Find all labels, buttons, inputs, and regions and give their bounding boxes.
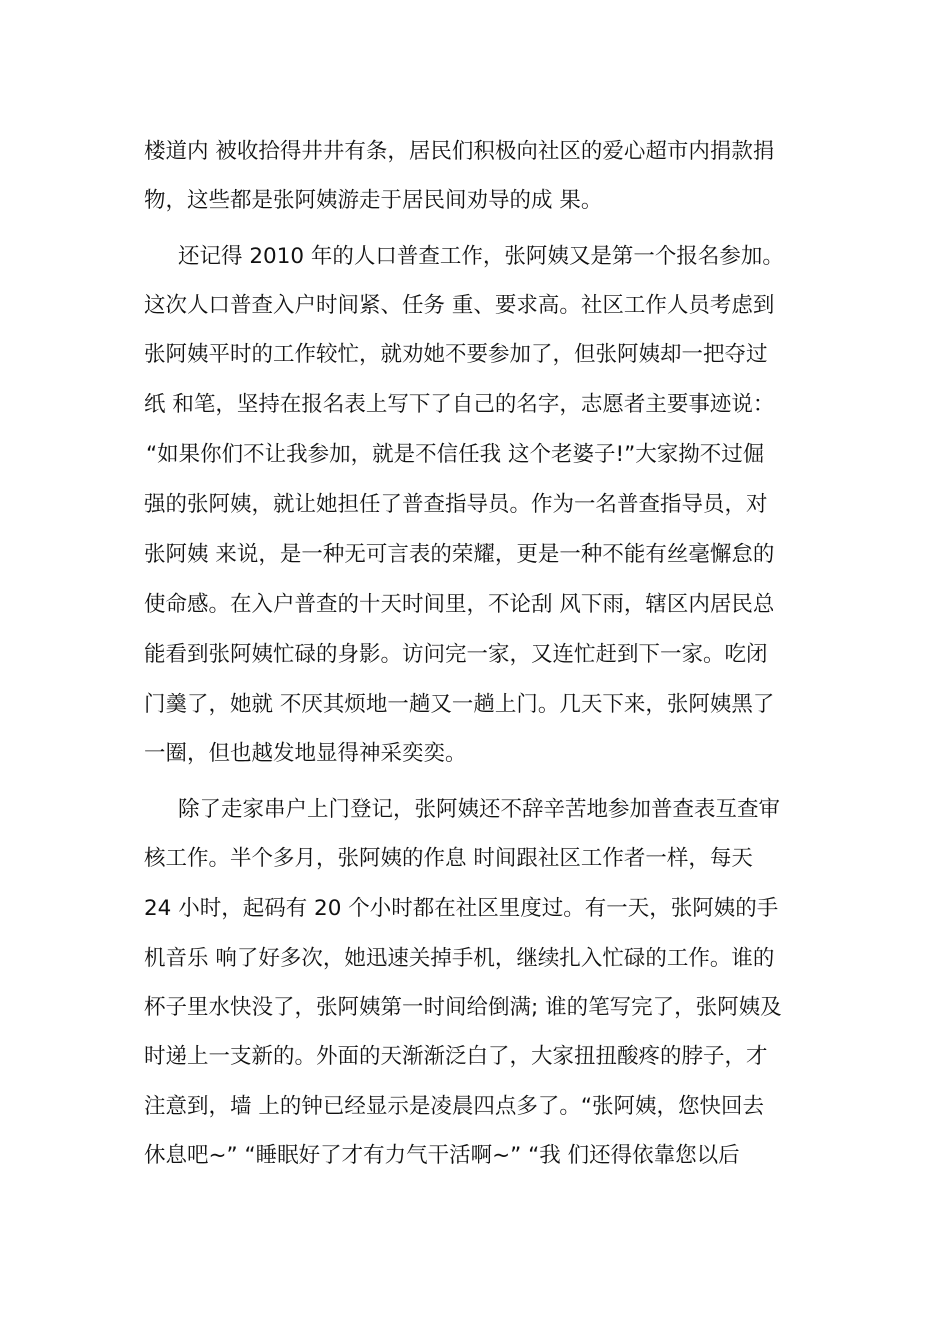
text-line: 楼道内 被收拾得井井有条，居民们积极向社区的爱心超市内捐款捐 xyxy=(144,139,775,164)
text-line: 机音乐 响了好多次，她迅速关掉手机，继续扎入忙碌的工作。谁的 xyxy=(144,946,775,971)
text-line: 使命感。在入户普查的十天时间里，不论刮 风下雨，辖区内居民总 xyxy=(144,592,775,617)
text-line: 杯子里水快没了，张阿姨第一时间给倒满; 谁的笔写完了，张阿姨及 xyxy=(144,995,782,1020)
text-line: 核工作。半个多月，张阿姨的作息 时间跟社区工作者一样，每天 xyxy=(144,846,753,871)
text-line: 张阿姨 来说，是一种无可言表的荣耀，更是一种不能有丝毫懈怠的 xyxy=(144,542,775,567)
text-line: 物，这些都是张阿姨游走于居民间劝导的成 果。 xyxy=(144,188,603,213)
text-line: 强的张阿姨，就让她担任了普查指导员。作为一名普查指导员，对 xyxy=(144,492,768,517)
text-line: 一圈，但也越发地显得神采奕奕。 xyxy=(144,741,467,766)
paragraph-start-line: 除了走家串户上门登记，张阿姨还不辞辛苦地参加普查表互查审 xyxy=(178,797,781,822)
text-line: 休息吧~” “睡眠好了才有力气干活啊~” “我 们还得依靠您以后 xyxy=(144,1143,740,1168)
text-line: 纸 和笔，坚持在报名表上写下了自己的名字，志愿者主要事迹说： xyxy=(144,392,775,417)
text-line: 门羹了，她就 不厌其烦地一趟又一趟上门。几天下来，张阿姨黑了 xyxy=(144,692,775,717)
text-line: 张阿姨平时的工作较忙，就劝她不要参加了，但张阿姨却一把夺过 xyxy=(144,342,768,367)
text-line: 24 小时，起码有 20 个小时都在社区里度过。有一天，张阿姨的手 xyxy=(144,896,779,921)
text-line: 能看到张阿姨忙碌的身影。访问完一家，又连忙赶到下一家。吃闭 xyxy=(144,642,768,667)
text-line: 注意到，墙 上的钟已经显示是凌晨四点多了。“张阿姨，您快回去 xyxy=(144,1094,764,1119)
text-line: 时递上一支新的。外面的天渐渐泛白了，大家扭扭酸疼的脖子，才 xyxy=(144,1044,768,1069)
text-line: 这次人口普查入户时间紧、任务 重、要求高。社区工作人员考虑到 xyxy=(144,293,775,318)
text-line: “如果你们不让我参加，就是不信任我 这个老婆子!”大家拗不过倔 xyxy=(146,442,765,467)
paragraph-start-line: 还记得 2010 年的人口普查工作，张阿姨又是第一个报名参加。 xyxy=(178,244,784,269)
